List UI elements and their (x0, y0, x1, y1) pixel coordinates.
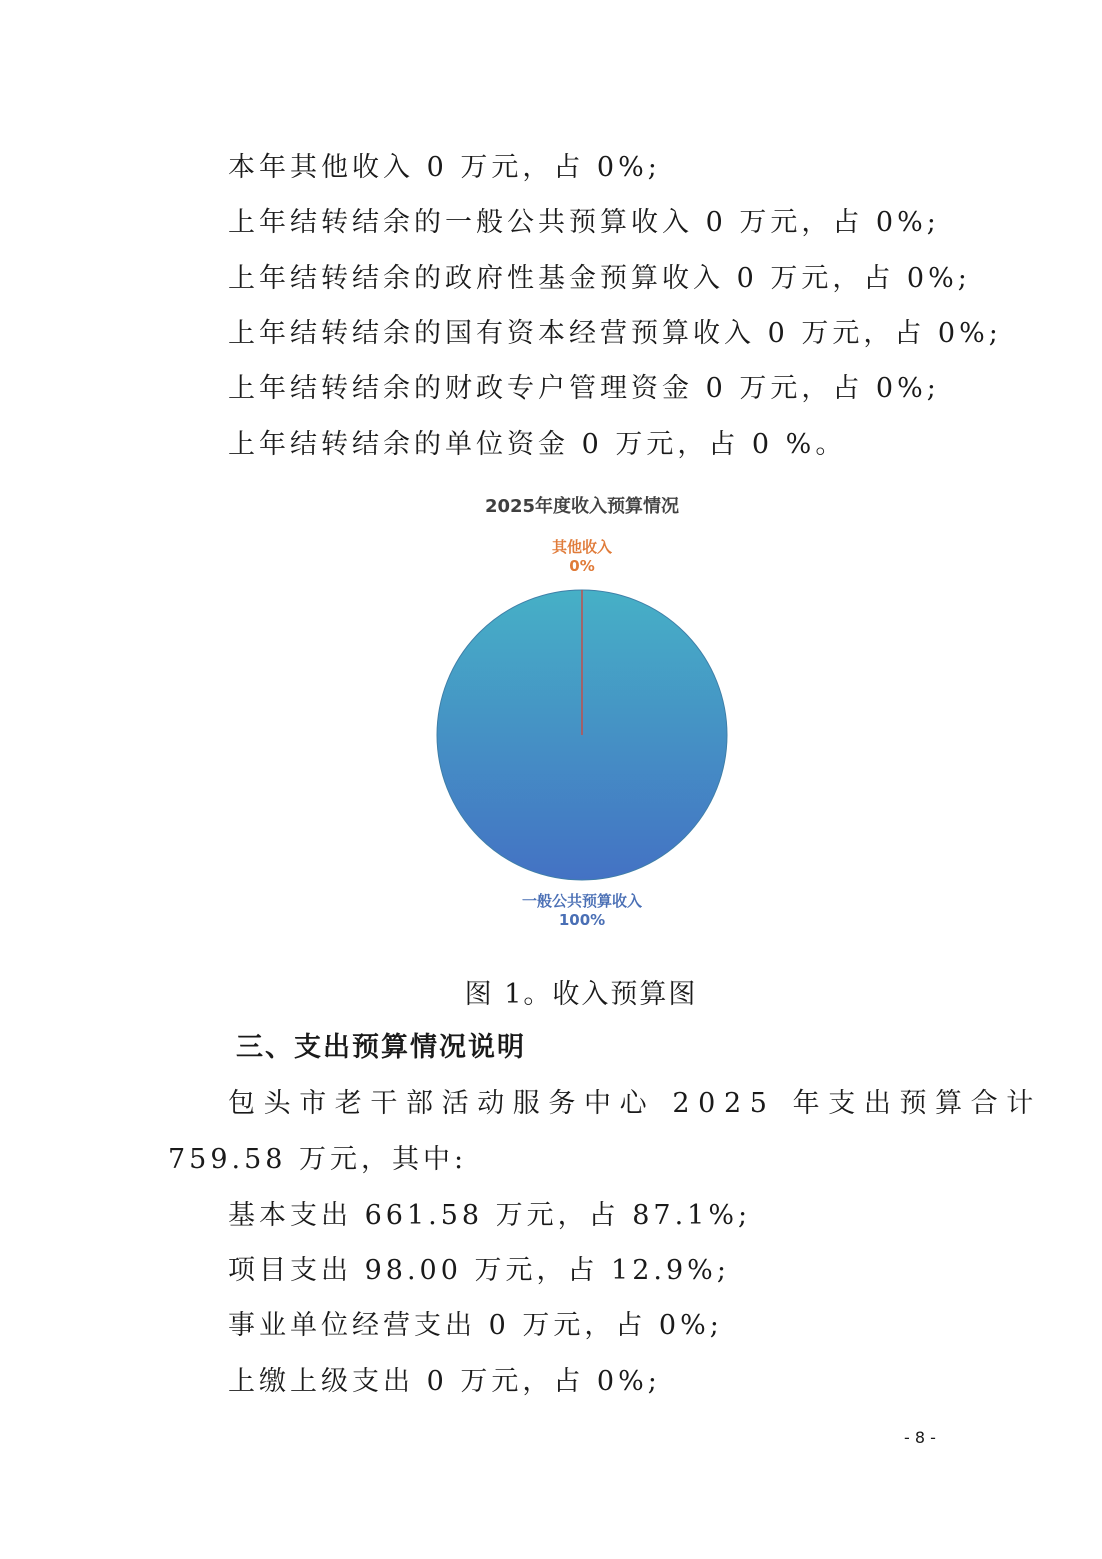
paragraph-carryover-fund: 上年结转结余的政府性基金预算收入 0 万元，占 0%; (228, 263, 971, 294)
income-budget-pie-chart (290, 478, 874, 948)
paragraph-carryover-state-capital: 上年结转结余的国有资本经营预算收入 0 万元，占 0%; (228, 318, 1002, 349)
pie-svg (290, 478, 874, 948)
slice-label-main-value: 100% (558, 911, 606, 929)
slice-label-main (290, 890, 874, 929)
paragraph-project-expense: 项目支出 98.00 万元，占 12.9%; (228, 1255, 730, 1286)
paragraph-other-income: 本年其他收入 0 万元，占 0%; (228, 152, 661, 183)
paragraph-basic-expense: 基本支出 661.58 万元，占 87.1%; (228, 1200, 752, 1231)
paragraph-carryover-fiscal-account: 上年结转结余的财政专户管理资金 0 万元，占 0%; (228, 373, 940, 404)
section-heading: 三、支出预算情况说明 (236, 1032, 526, 1063)
paragraph-remit-expense: 上缴上级支出 0 万元，占 0%; (228, 1366, 661, 1397)
intro-line-2: 759.58 万元，其中: (168, 1144, 468, 1175)
paragraph-carryover-general: 上年结转结余的一般公共预算收入 0 万元，占 0%; (228, 207, 940, 238)
slice-label-other-value: 0% (569, 557, 595, 575)
paragraph-operating-expense: 事业单位经营支出 0 万元，占 0%; (228, 1310, 723, 1341)
intro-line-1: 包头市老干部活动服务中心 2025 年支出预算合计 (228, 1088, 1042, 1119)
slice-label-other-name: 其他收入 (551, 538, 612, 556)
figure-caption: 图 1。收入预算图 (464, 979, 698, 1010)
paragraph-carryover-unit-funds: 上年结转结余的单位资金 0 万元，占 0 %。 (228, 429, 847, 460)
page-number: - 8 - (904, 1428, 936, 1447)
chart-title: 2025年度收入预算情况 (484, 496, 680, 517)
slice-label-main-name: 一般公共预算收入 (521, 892, 642, 910)
